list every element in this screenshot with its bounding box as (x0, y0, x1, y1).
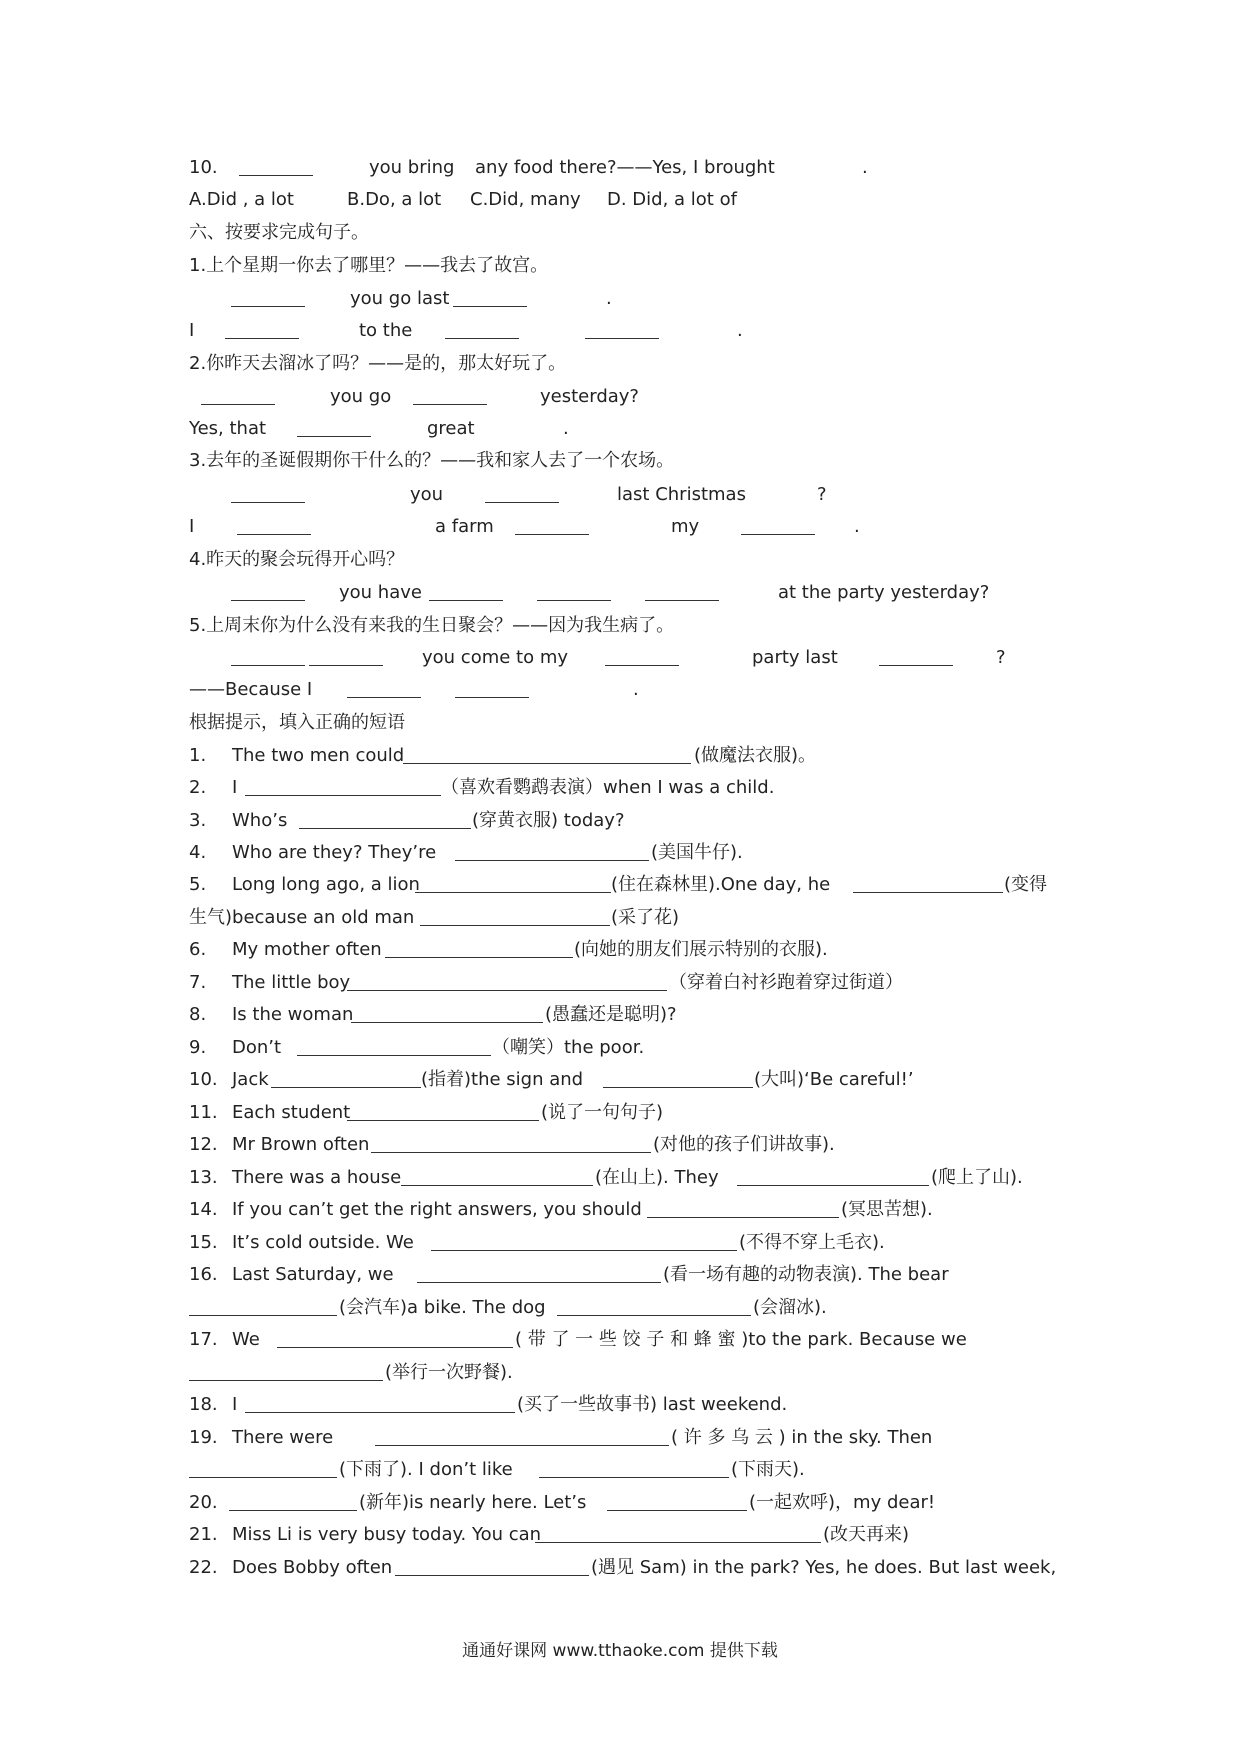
blank (453, 284, 527, 307)
option-b: B.Do, a lot (347, 189, 442, 210)
blank (351, 1000, 543, 1023)
question-text: . (862, 157, 868, 178)
question-text: any food there?——Yes, I brought (475, 157, 775, 178)
blank (239, 153, 313, 176)
blank (429, 578, 503, 601)
blank (347, 1098, 539, 1121)
phrase-item: 9. Don’t （嘲笑）the poor. (189, 1033, 1069, 1063)
blank (607, 1488, 747, 1511)
answer-line: ——Because I . (189, 675, 1069, 705)
phrase-item: 10. Jack (指着)the sign and (大叫)‘Be careful!’ (189, 1065, 1069, 1095)
phrase-item: 15. It’s cold outside. We (不得不穿上毛衣). (189, 1228, 1069, 1258)
phrase-item: 14. If you can’t get the right answers, you should (冥思苦想). (189, 1195, 1069, 1225)
item-cn-prompt: 4.昨天的聚会玩得开心吗？ (189, 549, 405, 570)
blank (309, 643, 383, 666)
phrase-item: 7. The little boy （穿着白衬衫跑着穿过街道） (189, 968, 1069, 998)
answer-line: you go yesterday? (189, 382, 1069, 412)
blank (189, 1293, 337, 1316)
phrase-item: 17. We ( 带 了 一 些 饺 子 和 蜂 蜜 )to the park. Because we (189, 1325, 1069, 1355)
blank (413, 382, 487, 405)
option-d: D. Did, a lot of (607, 189, 737, 210)
blank (557, 1293, 751, 1316)
phrase-item: 12. Mr Brown often (对他的孩子们讲故事). (189, 1130, 1069, 1160)
blank (455, 675, 529, 698)
blank (647, 1195, 839, 1218)
blank (401, 1163, 593, 1186)
question-10 (189, 153, 1069, 183)
blank (417, 1260, 661, 1283)
blank (245, 773, 441, 796)
blank (485, 480, 559, 503)
phrase-item: 1. The two men could (做魔法衣服)。 (189, 741, 1069, 771)
blank (231, 643, 305, 666)
phrase-item: 3. Who’s (穿黄衣服) today? (189, 806, 1069, 836)
phrase-item-continued: (会汽车)a bike. The dog (会溜冰). (189, 1293, 1069, 1323)
blank (515, 512, 589, 535)
page-footer: 通通好课网 www.tthaoke.com 提供下载 (462, 1641, 778, 1661)
blank (229, 1488, 357, 1511)
question-10-options (189, 185, 1069, 215)
blank (741, 512, 815, 535)
blank (231, 480, 305, 503)
blank (231, 578, 305, 601)
item-cn-prompt: 2.你昨天去溜冰了吗？——是的，那太好玩了。 (189, 353, 567, 374)
phrase-item: 22. Does Bobby often (遇见 Sam) in the park? Yes, he does. But last week, (189, 1553, 1069, 1583)
option-c: C.Did, many (470, 189, 581, 210)
blank (879, 643, 953, 666)
blank (297, 414, 371, 437)
blank (605, 643, 679, 666)
blank (585, 316, 659, 339)
answer-line: you last Christmas ? (189, 480, 1069, 510)
answer-line: Yes, that great . (189, 414, 1069, 444)
answer-line: I a farm my . (189, 512, 1069, 542)
question-text: you bring (369, 157, 455, 178)
answer-line: you go last . (189, 284, 1069, 314)
phrase-item: 6. My mother often (向她的朋友们展示特别的衣服). (189, 935, 1069, 965)
phrase-item-continued: (下雨了). I don’t like (下雨天). (189, 1455, 1069, 1485)
blank (395, 1553, 589, 1576)
blank (237, 512, 311, 535)
phrase-item: 5. Long long ago, a lion (住在森林里).One day, he (变得 (189, 870, 1069, 900)
section-heading: 六、按要求完成句子。 (189, 222, 369, 243)
blank (245, 1390, 515, 1413)
blank (231, 284, 305, 307)
blank (420, 903, 610, 926)
blank (277, 1325, 513, 1348)
answer-line: you come to my party last ? (189, 643, 1069, 673)
blank (371, 1130, 651, 1153)
blank (537, 578, 611, 601)
blank (347, 968, 667, 991)
blank (403, 741, 691, 764)
phrase-item: 4. Who are they? They’re (美国牛仔). (189, 838, 1069, 868)
answer-line: you have at the party yesterday? (189, 578, 1069, 608)
blank (455, 838, 649, 861)
phrase-item: 8. Is the woman (愚蠢还是聪明)? (189, 1000, 1069, 1030)
blank (189, 1455, 337, 1478)
blank (225, 316, 299, 339)
phrase-item: 18. I (买了一些故事书) last weekend. (189, 1390, 1069, 1420)
question-number: 10. (189, 157, 218, 178)
item-cn-prompt: 3.去年的圣诞假期你干什么的？——我和家人去了一个农场。 (189, 450, 675, 471)
phrase-item: 21. Miss Li is very busy today. You can (改天再来) (189, 1520, 1069, 1550)
option-a: A.Did , a lot (189, 189, 294, 210)
blank (431, 1228, 737, 1251)
phrase-item: 16. Last Saturday, we (看一场有趣的动物表演). The bear (189, 1260, 1069, 1290)
section-heading: 根据提示，填入正确的短语 (189, 712, 405, 733)
phrase-item: 2. I （喜欢看鹦鹉表演）when I was a child. (189, 773, 1069, 803)
blank (415, 870, 611, 893)
item-cn-prompt: 1.上个星期一你去了哪里？——我去了故宫。 (189, 255, 549, 276)
blank (297, 1033, 491, 1056)
blank (535, 1520, 821, 1543)
phrase-item: 19. There were ( 许 多 乌 云 ) in the sky. Then (189, 1423, 1069, 1453)
blank (445, 316, 519, 339)
blank (347, 675, 421, 698)
answer-line: I to the . (189, 316, 1069, 346)
blank (853, 870, 1003, 893)
blank (737, 1163, 929, 1186)
phrase-item-continued: (举行一次野餐). (189, 1358, 1069, 1388)
blank (201, 382, 275, 405)
blank (299, 806, 471, 829)
phrase-item: 13. There was a house (在山上). They (爬上了山). (189, 1163, 1069, 1193)
blank (603, 1065, 753, 1088)
phrase-item: 20. (新年)is nearly here. Let’s (一起欢呼)，my dear! (189, 1488, 1069, 1518)
blank (375, 1423, 669, 1446)
blank (645, 578, 719, 601)
blank (189, 1358, 383, 1381)
phrase-item: 11. Each student (说了一句句子) (189, 1098, 1069, 1128)
blank (539, 1455, 729, 1478)
blank (271, 1065, 421, 1088)
phrase-item-continued: 生气)because an old man (采了花) (189, 903, 1069, 933)
item-cn-prompt: 5.上周末你为什么没有来我的生日聚会？——因为我生病了。 (189, 615, 675, 636)
blank (385, 935, 573, 958)
